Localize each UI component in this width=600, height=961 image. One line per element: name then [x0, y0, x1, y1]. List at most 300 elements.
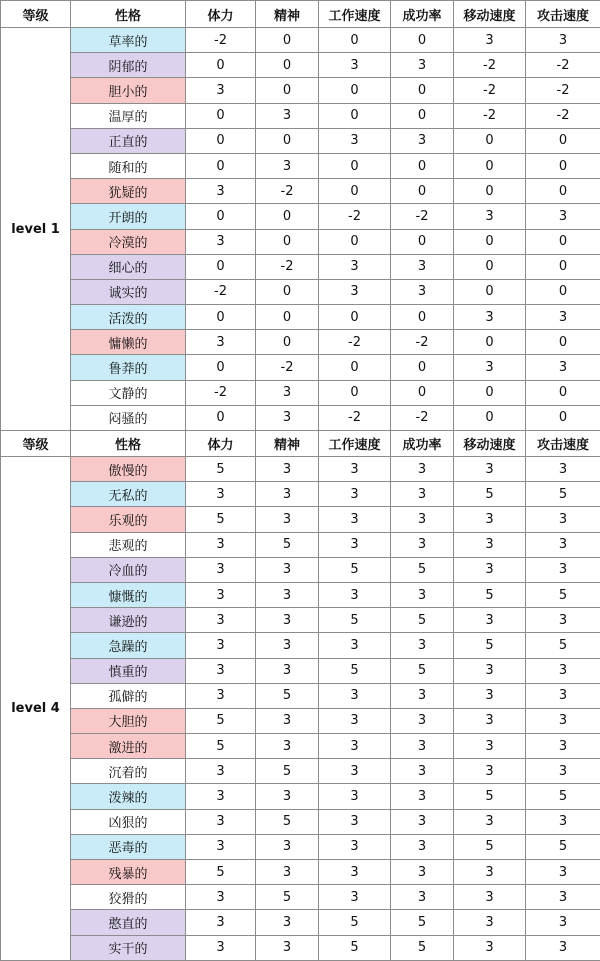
personality-cell: 泼辣的 [71, 784, 186, 809]
success-rate-cell: 3 [391, 128, 454, 153]
attack-speed-header: 攻击速度 [526, 1, 600, 28]
work-speed-cell: 3 [319, 53, 391, 78]
stamina-cell: 3 [186, 658, 256, 683]
personality-cell: 急躁的 [71, 633, 186, 658]
move-speed-cell: 0 [454, 254, 526, 279]
work-speed-cell: 3 [319, 482, 391, 507]
move-speed-cell: 3 [454, 734, 526, 759]
personality-cell: 残暴的 [71, 860, 186, 885]
stamina-cell: 3 [186, 532, 256, 557]
success-rate-cell: 0 [391, 229, 454, 254]
table-row [1, 582, 600, 607]
personality-cell: 文静的 [71, 380, 186, 405]
stamina-cell: 0 [186, 305, 256, 330]
table-row [1, 658, 600, 683]
move-speed-cell: 3 [454, 28, 526, 53]
success-rate-cell: 3 [391, 482, 454, 507]
stamina-cell: -2 [186, 279, 256, 304]
work-speed-header: 工作速度 [319, 1, 391, 28]
success-rate-cell: 3 [391, 582, 454, 607]
stamina-cell: 5 [186, 457, 256, 482]
personality-cell: 温厚的 [71, 103, 186, 128]
personality-cell: 冷血的 [71, 557, 186, 582]
attack-speed-cell: 3 [526, 204, 600, 229]
success-rate-cell: 5 [391, 658, 454, 683]
work-speed-cell: 3 [319, 582, 391, 607]
success-rate-cell: -2 [391, 204, 454, 229]
header-row [1, 1, 600, 28]
attack-speed-cell: 0 [526, 380, 600, 405]
attack-speed-cell: 3 [526, 28, 600, 53]
stamina-header: 体力 [186, 431, 256, 457]
personality-cell: 实干的 [71, 935, 186, 960]
move-speed-cell: 3 [454, 457, 526, 482]
spirit-cell: -2 [256, 355, 319, 380]
spirit-cell: 3 [256, 405, 319, 430]
attack-speed-cell: 0 [526, 229, 600, 254]
stamina-cell: 3 [186, 834, 256, 859]
success-rate-cell: 3 [391, 279, 454, 304]
attack-speed-header: 攻击速度 [526, 431, 600, 457]
personality-cell: 孤僻的 [71, 683, 186, 708]
attack-speed-cell: -2 [526, 103, 600, 128]
table-row [1, 380, 600, 405]
stamina-cell: 0 [186, 355, 256, 380]
work-speed-cell: 0 [319, 380, 391, 405]
table-row [1, 153, 600, 178]
table-row [1, 734, 600, 759]
move-speed-cell: 5 [454, 633, 526, 658]
work-speed-cell: 3 [319, 254, 391, 279]
spirit-cell: 5 [256, 809, 319, 834]
attack-speed-cell: 5 [526, 582, 600, 607]
stamina-cell: 0 [186, 204, 256, 229]
spirit-cell: 3 [256, 608, 319, 633]
attack-speed-cell: 0 [526, 128, 600, 153]
success-rate-cell: 3 [391, 457, 454, 482]
personality-cell: 正直的 [71, 128, 186, 153]
success-rate-cell: 3 [391, 53, 454, 78]
attack-speed-cell: 0 [526, 179, 600, 204]
attack-speed-cell: 3 [526, 734, 600, 759]
success-rate-cell: 0 [391, 355, 454, 380]
stamina-cell: 3 [186, 78, 256, 103]
move-speed-cell: 3 [454, 683, 526, 708]
work-speed-cell: 3 [319, 683, 391, 708]
move-speed-cell: 5 [454, 582, 526, 607]
level-cell: level 1 [1, 28, 71, 431]
stamina-cell: 0 [186, 254, 256, 279]
stamina-cell: 5 [186, 734, 256, 759]
spirit-cell: 3 [256, 834, 319, 859]
work-speed-cell: 0 [319, 103, 391, 128]
table-row [1, 834, 600, 859]
stamina-cell: 3 [186, 482, 256, 507]
stamina-header: 体力 [186, 1, 256, 28]
spirit-cell: 3 [256, 784, 319, 809]
work-speed-cell: 0 [319, 28, 391, 53]
spirit-cell: 0 [256, 330, 319, 355]
personality-header: 性格 [71, 431, 186, 457]
attack-speed-cell: 3 [526, 658, 600, 683]
stamina-cell: 3 [186, 910, 256, 935]
attack-speed-cell: 3 [526, 355, 600, 380]
stamina-cell: -2 [186, 28, 256, 53]
personality-cell: 胆小的 [71, 78, 186, 103]
success-rate-cell: 0 [391, 305, 454, 330]
level-1-table [0, 0, 600, 431]
personality-cell: 鲁莽的 [71, 355, 186, 380]
work-speed-cell: 5 [319, 910, 391, 935]
work-speed-cell: 0 [319, 153, 391, 178]
success-rate-cell: 3 [391, 708, 454, 733]
success-rate-cell: 3 [391, 860, 454, 885]
table-row [1, 708, 600, 733]
spirit-cell: 0 [256, 78, 319, 103]
attack-speed-cell: 3 [526, 885, 600, 910]
table-row [1, 254, 600, 279]
spirit-cell: 3 [256, 380, 319, 405]
attack-speed-cell: 3 [526, 759, 600, 784]
attack-speed-cell: 5 [526, 482, 600, 507]
personality-cell: 犹疑的 [71, 179, 186, 204]
attack-speed-cell: 0 [526, 330, 600, 355]
stamina-cell: 3 [186, 608, 256, 633]
table-row [1, 204, 600, 229]
success-rate-cell: 3 [391, 784, 454, 809]
work-speed-cell: 3 [319, 708, 391, 733]
work-speed-cell: 3 [319, 457, 391, 482]
table-row [1, 860, 600, 885]
level-header: 等级 [1, 1, 71, 28]
attack-speed-cell: 0 [526, 279, 600, 304]
work-speed-cell: 3 [319, 734, 391, 759]
table-row [1, 482, 600, 507]
move-speed-cell: 3 [454, 532, 526, 557]
table-row [1, 457, 600, 482]
table-row [1, 557, 600, 582]
move-speed-header: 移动速度 [454, 431, 526, 457]
attack-speed-cell: 3 [526, 809, 600, 834]
spirit-cell: 0 [256, 279, 319, 304]
table-row [1, 78, 600, 103]
stamina-cell: 3 [186, 809, 256, 834]
move-speed-cell: 0 [454, 330, 526, 355]
attack-speed-cell: 5 [526, 784, 600, 809]
personality-header: 性格 [71, 1, 186, 28]
spirit-cell: 0 [256, 128, 319, 153]
success-rate-header: 成功率 [391, 1, 454, 28]
table-row [1, 103, 600, 128]
move-speed-cell: 0 [454, 128, 526, 153]
work-speed-cell: 5 [319, 557, 391, 582]
move-speed-cell: 3 [454, 708, 526, 733]
move-speed-cell: -2 [454, 103, 526, 128]
attack-speed-cell: 0 [526, 254, 600, 279]
success-rate-cell: 3 [391, 834, 454, 859]
success-rate-cell: 3 [391, 809, 454, 834]
attack-speed-cell: 3 [526, 305, 600, 330]
table-row [1, 405, 600, 430]
table-row [1, 608, 600, 633]
table-row [1, 885, 600, 910]
work-speed-cell: 5 [319, 935, 391, 960]
success-rate-cell: 0 [391, 28, 454, 53]
move-speed-cell: 0 [454, 229, 526, 254]
personality-cell: 恶毒的 [71, 834, 186, 859]
success-rate-cell: 3 [391, 507, 454, 532]
stamina-cell: 0 [186, 405, 256, 430]
attack-speed-cell: 0 [526, 153, 600, 178]
table-row [1, 683, 600, 708]
spirit-cell: 3 [256, 658, 319, 683]
work-speed-cell: 3 [319, 885, 391, 910]
table-row [1, 910, 600, 935]
work-speed-cell: 3 [319, 860, 391, 885]
spirit-cell: 5 [256, 532, 319, 557]
work-speed-cell: 0 [319, 179, 391, 204]
spirit-cell: 3 [256, 457, 319, 482]
table-row [1, 935, 600, 960]
success-rate-cell: 5 [391, 557, 454, 582]
success-rate-cell: 3 [391, 759, 454, 784]
move-speed-cell: -2 [454, 78, 526, 103]
success-rate-cell: -2 [391, 330, 454, 355]
table-row [1, 330, 600, 355]
table-row [1, 279, 600, 304]
move-speed-cell: 3 [454, 608, 526, 633]
table-row [1, 28, 600, 53]
personality-cell: 狡猾的 [71, 885, 186, 910]
spirit-cell: 3 [256, 860, 319, 885]
work-speed-cell: 3 [319, 633, 391, 658]
table-row [1, 532, 600, 557]
spirit-cell: 3 [256, 708, 319, 733]
attack-speed-cell: 3 [526, 557, 600, 582]
personality-cell: 大胆的 [71, 708, 186, 733]
success-rate-cell: 0 [391, 153, 454, 178]
success-rate-cell: 3 [391, 633, 454, 658]
personality-cell: 阴郁的 [71, 53, 186, 78]
stamina-cell: 0 [186, 153, 256, 178]
spirit-cell: 5 [256, 885, 319, 910]
personality-cell: 乐观的 [71, 507, 186, 532]
success-rate-cell: 3 [391, 885, 454, 910]
table-row [1, 179, 600, 204]
work-speed-cell: -2 [319, 405, 391, 430]
level-cell: level 4 [1, 457, 71, 961]
success-rate-cell: -2 [391, 405, 454, 430]
move-speed-cell: 3 [454, 809, 526, 834]
personality-cell: 憨直的 [71, 910, 186, 935]
spirit-cell: 3 [256, 557, 319, 582]
level-4-table [0, 430, 600, 961]
move-speed-cell: 0 [454, 153, 526, 178]
spirit-cell: 5 [256, 759, 319, 784]
personality-cell: 傲慢的 [71, 457, 186, 482]
work-speed-header: 工作速度 [319, 431, 391, 457]
work-speed-cell: 3 [319, 507, 391, 532]
attack-speed-cell: 3 [526, 860, 600, 885]
work-speed-cell: 3 [319, 532, 391, 557]
attack-speed-cell: 3 [526, 457, 600, 482]
stamina-cell: 0 [186, 53, 256, 78]
move-speed-cell: 3 [454, 305, 526, 330]
personality-cell: 慷慨的 [71, 582, 186, 607]
move-speed-cell: 5 [454, 784, 526, 809]
stamina-cell: 3 [186, 179, 256, 204]
personality-cell: 细心的 [71, 254, 186, 279]
personality-cell: 闷骚的 [71, 405, 186, 430]
success-rate-cell: 5 [391, 910, 454, 935]
personality-cell: 沉着的 [71, 759, 186, 784]
move-speed-cell: 5 [454, 482, 526, 507]
work-speed-cell: 0 [319, 355, 391, 380]
spirit-cell: -2 [256, 254, 319, 279]
spirit-header: 精神 [256, 1, 319, 28]
work-speed-cell: 5 [319, 658, 391, 683]
spirit-cell: 3 [256, 734, 319, 759]
spirit-cell: 3 [256, 103, 319, 128]
attack-speed-cell: 3 [526, 683, 600, 708]
success-rate-cell: 0 [391, 78, 454, 103]
table-row [1, 633, 600, 658]
move-speed-cell: 5 [454, 834, 526, 859]
work-speed-cell: 0 [319, 305, 391, 330]
work-speed-cell: -2 [319, 204, 391, 229]
move-speed-cell: 3 [454, 557, 526, 582]
table-row [1, 128, 600, 153]
personality-cell: 慵懒的 [71, 330, 186, 355]
move-speed-cell: 0 [454, 179, 526, 204]
success-rate-cell: 0 [391, 179, 454, 204]
spirit-header: 精神 [256, 431, 319, 457]
success-rate-cell: 3 [391, 734, 454, 759]
stamina-cell: 0 [186, 128, 256, 153]
stamina-cell: 3 [186, 784, 256, 809]
table-row [1, 305, 600, 330]
move-speed-cell: 0 [454, 380, 526, 405]
move-speed-cell: 3 [454, 910, 526, 935]
stamina-cell: -2 [186, 380, 256, 405]
stamina-cell: 5 [186, 507, 256, 532]
move-speed-cell: 3 [454, 860, 526, 885]
work-speed-cell: 3 [319, 759, 391, 784]
personality-cell: 慎重的 [71, 658, 186, 683]
personality-cell: 谦逊的 [71, 608, 186, 633]
work-speed-cell: 3 [319, 809, 391, 834]
move-speed-cell: 0 [454, 405, 526, 430]
spirit-cell: 3 [256, 582, 319, 607]
spirit-cell: 3 [256, 633, 319, 658]
level-header: 等级 [1, 431, 71, 457]
attack-speed-cell: 3 [526, 507, 600, 532]
attack-speed-cell: 5 [526, 633, 600, 658]
attack-speed-cell: 5 [526, 834, 600, 859]
move-speed-cell: 0 [454, 279, 526, 304]
move-speed-cell: 3 [454, 935, 526, 960]
spirit-cell: 0 [256, 305, 319, 330]
success-rate-header: 成功率 [391, 431, 454, 457]
personality-cell: 随和的 [71, 153, 186, 178]
stamina-cell: 0 [186, 103, 256, 128]
spirit-cell: 3 [256, 935, 319, 960]
stamina-cell: 3 [186, 557, 256, 582]
spirit-cell: 3 [256, 507, 319, 532]
attack-speed-cell: 0 [526, 405, 600, 430]
success-rate-cell: 3 [391, 254, 454, 279]
work-speed-cell: 0 [319, 229, 391, 254]
move-speed-cell: 3 [454, 507, 526, 532]
stamina-cell: 3 [186, 229, 256, 254]
spirit-cell: 5 [256, 683, 319, 708]
work-speed-cell: 3 [319, 128, 391, 153]
spirit-cell: 3 [256, 910, 319, 935]
success-rate-cell: 0 [391, 380, 454, 405]
spirit-cell: 3 [256, 482, 319, 507]
success-rate-cell: 5 [391, 935, 454, 960]
table-row [1, 53, 600, 78]
move-speed-cell: 3 [454, 759, 526, 784]
spirit-cell: 3 [256, 153, 319, 178]
personality-cell: 活泼的 [71, 305, 186, 330]
work-speed-cell: 3 [319, 834, 391, 859]
attack-speed-cell: 3 [526, 935, 600, 960]
success-rate-cell: 0 [391, 103, 454, 128]
personality-cell: 激进的 [71, 734, 186, 759]
spirit-cell: -2 [256, 179, 319, 204]
move-speed-header: 移动速度 [454, 1, 526, 28]
move-speed-cell: 3 [454, 355, 526, 380]
stamina-cell: 3 [186, 683, 256, 708]
work-speed-cell: 3 [319, 784, 391, 809]
table-row [1, 507, 600, 532]
success-rate-cell: 3 [391, 683, 454, 708]
spirit-cell: 0 [256, 229, 319, 254]
stamina-cell: 3 [186, 759, 256, 784]
attack-speed-cell: -2 [526, 78, 600, 103]
stamina-cell: 3 [186, 935, 256, 960]
move-speed-cell: -2 [454, 53, 526, 78]
success-rate-cell: 3 [391, 532, 454, 557]
stamina-cell: 3 [186, 330, 256, 355]
attack-speed-cell: 3 [526, 608, 600, 633]
move-speed-cell: 3 [454, 204, 526, 229]
spirit-cell: 0 [256, 28, 319, 53]
personality-cell: 草率的 [71, 28, 186, 53]
attack-speed-cell: 3 [526, 532, 600, 557]
header-row [1, 431, 600, 457]
personality-cell: 开朗的 [71, 204, 186, 229]
personality-cell: 悲观的 [71, 532, 186, 557]
success-rate-cell: 5 [391, 608, 454, 633]
personality-cell: 冷漠的 [71, 229, 186, 254]
stamina-cell: 3 [186, 885, 256, 910]
table-row [1, 809, 600, 834]
attack-speed-cell: -2 [526, 53, 600, 78]
stamina-cell: 5 [186, 708, 256, 733]
attack-speed-cell: 3 [526, 910, 600, 935]
spirit-cell: 0 [256, 204, 319, 229]
table-row [1, 355, 600, 380]
move-speed-cell: 3 [454, 658, 526, 683]
work-speed-cell: 5 [319, 608, 391, 633]
stamina-cell: 3 [186, 582, 256, 607]
table-row [1, 759, 600, 784]
stamina-cell: 3 [186, 633, 256, 658]
table-row [1, 784, 600, 809]
work-speed-cell: -2 [319, 330, 391, 355]
